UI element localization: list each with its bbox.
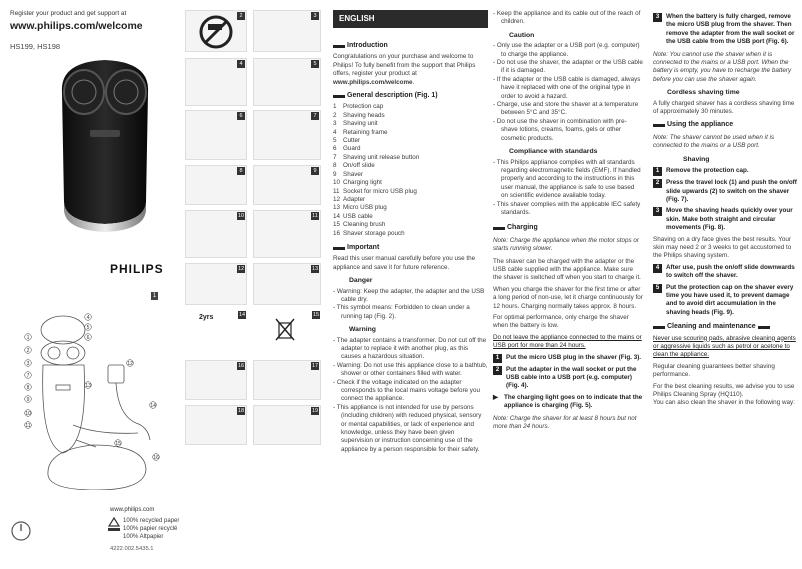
figure-number: 10 <box>237 213 245 219</box>
figure-number: 4 <box>237 60 245 68</box>
figure-number: 16 <box>237 363 245 369</box>
charging-paragraph: The shaver can be charged with the adapter or the USB cable supplied with the appliance. Make sure the shaver is switched off when you start to charge it. <box>493 257 641 282</box>
diagram-label: 1 <box>26 334 30 341</box>
figure-15 <box>253 310 321 355</box>
heading-text: General description (Fig. 1) <box>347 92 438 100</box>
part-item <box>333 112 488 120</box>
warning-list <box>333 337 488 455</box>
part-number: 14 <box>333 212 341 220</box>
figure-9 <box>253 165 321 205</box>
diagram-label: 9 <box>26 396 30 403</box>
part-number: 5 <box>333 137 337 145</box>
intro-end: . <box>412 78 415 86</box>
figure-number: 11 <box>312 213 318 219</box>
part-name: Shaver storage pouch <box>343 229 405 237</box>
document-number: 4222.002.5435.1 <box>110 546 154 552</box>
danger-heading: Danger <box>349 277 373 285</box>
step-number: 1 <box>493 354 502 363</box>
diagram-label: 13 <box>85 382 91 389</box>
part-item <box>333 137 488 145</box>
step-number: 5 <box>653 284 662 293</box>
list-item: - This appliance is not intended for use by persons (including children) with reduced physical, sensory or mental capabilities, or lack of experience and knowledge, unless they have been given supervision or instruction concerning use of the appliance by a person responsible for their safety. <box>333 403 482 453</box>
list-item-text: This symbol means: Forbidden to clean under a running tap (Fig. 2). <box>336 304 470 320</box>
part-item <box>333 120 488 128</box>
text-column-c <box>653 10 798 411</box>
diagram-label: 7 <box>26 372 30 379</box>
charging-paragraph: For optimal performance, only charge the shaver when the battery is low. <box>493 314 629 330</box>
list-item: - This shaver complies with the applicable IEC safety standards. <box>493 200 641 216</box>
diagram-label: 4 <box>86 314 90 321</box>
diagram-label: 8 <box>26 384 30 391</box>
cleaning-paragraph: You can also clean the shaver in the following way: <box>653 399 795 407</box>
part-name: Retaining frame <box>343 128 388 136</box>
figure-5 <box>253 58 321 106</box>
cordless-heading: Cordless shaving time <box>667 89 740 97</box>
list-item-text: Only use the adapter or a USB port (e.g. computer) to charge the appliance. <box>496 42 640 58</box>
shaving-steps-2 <box>653 264 798 317</box>
recycle-line: 100% Altpapier <box>123 534 164 540</box>
figure-number: 9 <box>311 167 319 175</box>
step-text: Put the micro USB plug in the shaver (Fig. 3). <box>506 353 642 361</box>
recycle-icon <box>107 517 121 532</box>
diagram-label: 5 <box>86 324 90 331</box>
diagram-label: 3 <box>26 360 30 367</box>
text-column-b <box>493 10 643 435</box>
list-item: - Keep the appliance and its cable out of the reach of children. <box>493 10 641 26</box>
list-item: - This Philips appliance complies with all standards regarding electromagnetic fields (EMF). If handled properly and according to the instructions in this user manual, the appliance is safe to use based on scientific evidence available today. <box>493 158 641 200</box>
section-heading-charging <box>493 224 643 232</box>
figure-number: 2 <box>237 12 245 20</box>
fig-1-label: 1 <box>152 293 157 299</box>
part-number: 13 <box>333 204 341 212</box>
list-item-text: This Philips appliance complies with all standards regarding electromagnetic fields (EMF). If handled properly and according to the instructions in this user manual, the appliance is safe to use based on scientific evidence available today. <box>496 158 641 200</box>
part-name: Shaving unit <box>343 120 378 128</box>
part-name: Micro USB plug <box>343 204 387 212</box>
heading-text: Important <box>347 243 380 251</box>
list-item-text: Keep the appliance and its cable out of the reach of children. <box>496 10 641 26</box>
part-name: Cleaning brush <box>343 221 386 229</box>
child-safety-list <box>493 10 643 27</box>
figure-12 <box>185 263 247 305</box>
heading-text: Cleaning and maintenance <box>667 323 756 331</box>
list-item-text: This appliance is not intended for use by persons (including children) with reduced physical, sensory or mental capabilities, or lack of experience and knowledge, unless they have been given supervision or instruction concerning use of the appliance by a person responsible for their safety. <box>336 403 482 453</box>
part-item <box>333 204 488 212</box>
step-item <box>653 167 798 176</box>
step-text: Put the adapter in the wall socket or put the USB cable into a USB port (e.g. computer) (Fig. 4). <box>506 365 637 390</box>
figure-number: 18 <box>237 408 245 414</box>
part-number: 15 <box>333 221 341 229</box>
arrow-icon: ▶ <box>493 393 498 401</box>
list-item-text: The adapter contains a transformer. Do not cut off the adapter to replace it with another plug, as this causes a hazardous situation. <box>336 336 487 361</box>
shaving-paragraph: Shaving on a dry face gives the best results. Your skin may need 2 or 3 weeks to get accustomed to the Philips shaving system. <box>653 235 792 260</box>
register-url[interactable]: www.philips.com/welcome <box>10 20 143 32</box>
important-text: Read this user manual carefully before you use the appliance and save it for future reference. <box>333 255 476 271</box>
part-name: Socket for micro USB plug <box>343 187 417 195</box>
part-number: 11 <box>333 187 340 195</box>
cleaning-paragraph: For the best cleaning results, we advise you to use Philips Cleaning Spray (HQ110). <box>653 382 795 399</box>
list-item: - Do not use the shaver in combination with pre-shave lotions, creams, foams, gels or other cosmetic products. <box>493 117 627 142</box>
figure-19 <box>253 405 321 445</box>
brand-logo: PHILIPS <box>110 262 164 276</box>
list-item-text: Check if the voltage indicated on the adapter corresponds to the local mains voltage before you connect the appliance. <box>336 378 480 403</box>
figure-10 <box>185 210 247 258</box>
no-tap-icon <box>196 14 236 50</box>
part-item <box>333 171 488 179</box>
figure-7 <box>253 110 321 160</box>
step-item <box>653 207 798 232</box>
compliance-list <box>493 159 643 218</box>
part-number: 8 <box>333 162 337 170</box>
part-name: On/off slide <box>343 162 375 170</box>
figure-3 <box>253 10 321 52</box>
heading-text: Charging <box>507 224 538 232</box>
part-number: 7 <box>333 153 337 161</box>
charging-steps <box>493 354 643 391</box>
register-line: Register your product and get support at <box>10 10 127 17</box>
diagram-label: 6 <box>86 334 90 341</box>
step-text: Move the shaving heads quickly over your skin. Make both straight and circular movements (Fig. 8). <box>666 207 793 232</box>
shaver-photo <box>50 52 160 242</box>
list-item: - This symbol means: Forbidden to clean under a running tap (Fig. 2). <box>333 304 470 320</box>
figure-number: 17 <box>311 363 319 369</box>
using-note: Note: The shaver cannot be used when it is connected to the mains or a USB port. <box>653 133 775 150</box>
figure-17 <box>253 360 321 400</box>
charging-note: Note: Charge the appliance when the motor stops or starts running slower. <box>493 236 639 253</box>
part-name: Adapter <box>343 195 366 203</box>
step-text: The charging light goes on to indicate that the appliance is charging (Fig. 5). <box>504 393 643 410</box>
part-number: 10 <box>333 179 341 187</box>
figure-11 <box>253 210 321 258</box>
part-name: Protection cap <box>343 103 384 111</box>
recycle-line: 100% papier recyclé <box>123 526 178 532</box>
figure-number: 7 <box>311 112 319 120</box>
step-number: 1 <box>653 167 662 176</box>
figure-column <box>185 10 325 560</box>
figure-number: 3 <box>311 12 319 20</box>
power-symbol-icon <box>10 520 32 542</box>
part-item <box>333 188 488 196</box>
figure-number: 6 <box>237 112 245 120</box>
part-name: Guard <box>343 145 361 153</box>
two-years-label: 2yrs <box>199 314 214 321</box>
step-item <box>653 264 798 281</box>
compliance-heading: Compliance with standards <box>509 148 598 156</box>
part-name: Shaver <box>343 170 363 178</box>
figure-number: 12 <box>237 266 245 272</box>
charging-step-3 <box>653 13 798 47</box>
step-item <box>493 354 643 363</box>
step-item <box>493 366 643 391</box>
list-item: - Do not use the shaver, the adapter or the USB cable if it is damaged. <box>493 59 643 75</box>
part-name: USB cable <box>343 212 373 220</box>
section-heading-cleaning <box>653 323 798 331</box>
step-item <box>653 284 798 318</box>
section-heading-general <box>333 92 488 100</box>
diagram-label: 12 <box>127 360 133 367</box>
list-item-text: Warning: Do not use this appliance close to a bathtub, shower or other containers filled with water. <box>336 361 488 378</box>
list-item: - The adapter contains a transformer. Do not cut off the adapter to replace it with another plug, as this causes a hazardous situation. <box>333 336 487 361</box>
diagram-label: 16 <box>153 454 159 461</box>
section-heading-using <box>653 121 798 129</box>
list-item-text: Do not use the shaver, the adapter or the USB cable if it is damaged. <box>496 59 643 75</box>
list-item-text: If the adapter or the USB cable is damaged, always have it replaced with one of the original type in order to avoid a hazard. <box>496 75 641 100</box>
diagram-label: 15 <box>115 440 121 447</box>
step-number: 4 <box>653 264 662 273</box>
part-name: Shaving unit release button <box>343 153 420 161</box>
list-item-text: This shaver complies with the applicable IEC safety standards. <box>496 200 641 216</box>
charging-light-step <box>493 394 643 411</box>
part-name: Cutter <box>343 137 361 145</box>
list-item: - Warning: Keep the adapter, the adapter and the USB cable dry. <box>333 287 485 303</box>
figure-8 <box>185 165 247 205</box>
weee-bin-icon <box>275 318 295 342</box>
footer-url[interactable]: www.philips.com <box>110 507 155 513</box>
intro-paragraph <box>333 53 488 87</box>
part-number: 3 <box>333 120 337 128</box>
list-item-text: Do not use the shaver in combination with pre-shave lotions, creams, foams, gels or other cosmetic products. <box>496 117 627 142</box>
part-number: 1 <box>333 103 337 111</box>
figure-number: 5 <box>311 60 319 68</box>
figure-18 <box>185 405 247 445</box>
parts-list <box>333 103 488 238</box>
list-item-text: Charge, use and store the shaver at a temperature between 5°C and 35°C. <box>496 101 639 117</box>
part-name: Shaving heads <box>343 111 385 119</box>
model-numbers: HS199, HS198 <box>10 42 61 51</box>
cleaning-paragraph: Regular cleaning guarantees better shaving performance. <box>653 362 775 379</box>
part-item <box>333 154 488 162</box>
charging-bottom-note: Note: Charge the shaver for at least 8 hours but not more than 24 hours. <box>493 414 637 431</box>
charging-paragraph: When you charge the shaver for the first time or after a long period of non-use, let it charge continuously for 12 hours. Charging normally takes approx. 8 hours. <box>493 285 643 310</box>
figure-number: 8 <box>237 167 245 175</box>
shaving-steps <box>653 167 798 232</box>
part-item <box>333 129 488 137</box>
recycle-line: 100% recycled paper <box>123 518 180 524</box>
part-item <box>333 103 488 111</box>
step-text: Put the protection cap on the shaver every time you have used it, to prevent damage and to avoid dirt accumulation in the shaving heads (Fig. 9). <box>666 283 794 316</box>
part-number: 4 <box>333 128 337 136</box>
step-text: Remove the protection cap. <box>666 167 749 175</box>
part-item <box>333 196 488 204</box>
list-item: - Charge, use and store the shaver at a temperature between 5°C and 35°C. <box>493 101 639 117</box>
list-item-text: Warning: Keep the adapter, the adapter and the USB cable dry. <box>336 287 485 303</box>
list-item: - If the adapter or the USB cable is damaged, always have it replaced with one of the original type in order to avoid a hazard. <box>493 75 641 100</box>
figure-6 <box>185 110 247 160</box>
cleaning-warning: Never use scouring pads, abrasive cleaning agents or aggressive liquids such as petrol or acetone to clean the appliance. <box>653 334 796 359</box>
caution-heading: Caution <box>509 31 535 39</box>
step-text: When the battery is fully charged, remove the micro USB plug from the shaver. Then remove the adapter from the wall socket or the USB cable from the USB port (Fig. 6). <box>666 13 795 46</box>
part-name: Charging light <box>343 179 382 187</box>
step-item <box>653 179 798 204</box>
heading-text: Introduction <box>347 42 388 49</box>
step-number: 2 <box>493 366 502 375</box>
figure-number: 19 <box>311 408 319 414</box>
step-text: After use, push the on/off slide downwards to switch off the shaver. <box>666 263 795 280</box>
part-item <box>333 162 488 170</box>
figure-2 <box>185 10 247 52</box>
warning-heading: Warning <box>349 326 376 334</box>
heading-text: Using the appliance <box>667 121 734 129</box>
shaving-heading: Shaving <box>683 155 710 163</box>
figure-number: 14 <box>238 312 246 318</box>
list-item: - Only use the adapter or a USB port (e.g. computer) to charge the appliance. <box>493 42 640 58</box>
part-item <box>333 221 488 229</box>
intro-url[interactable]: www.philips.com/welcome <box>333 78 413 86</box>
figure-14 <box>185 310 247 355</box>
danger-list <box>333 288 488 322</box>
step-text: Press the travel lock (1) and push the on/off slide upwards (2) to switch on the shaver (Fig. 7). <box>666 179 797 203</box>
parts-diagram <box>18 305 168 490</box>
part-number: 16 <box>333 229 341 237</box>
diagram-label: 14 <box>150 402 156 409</box>
step-number: 2 <box>653 179 662 188</box>
recycle-text <box>123 517 179 541</box>
diagram-label: 2 <box>26 347 30 354</box>
figure-number: 15 <box>312 312 320 318</box>
part-number: 12 <box>333 195 341 203</box>
list-item: - Warning: Do not use this appliance close to a bathtub, shower or other containers filled with water. <box>333 361 488 378</box>
usage-note: Note: You cannot use the shaver when it is connected to the mains or a USB port. When the battery is empty, you have to recharge the battery before you can use the shaver again. <box>653 50 792 83</box>
cover-column <box>0 0 185 569</box>
intro-text: Congratulations on your purchase and welcome to Philips! To fully benefit from the support that Philips offers, register your product at <box>333 53 476 78</box>
list-item: - Check if the voltage indicated on the adapter corresponds to the local mains voltage before you connect the appliance. <box>333 378 480 403</box>
part-number: 9 <box>333 170 337 178</box>
caution-list <box>493 42 643 143</box>
figure-13 <box>253 263 321 305</box>
part-item <box>333 179 488 187</box>
figure-4 <box>185 58 247 106</box>
figure-number: 13 <box>311 266 319 272</box>
part-number: 2 <box>333 111 337 119</box>
diagram-label: 10 <box>25 410 31 417</box>
language-header: ENGLISH <box>333 10 488 28</box>
figure-16 <box>185 360 247 400</box>
part-item <box>333 230 488 238</box>
section-heading-introduction <box>333 42 488 50</box>
text-column-a <box>333 10 488 454</box>
part-item <box>333 213 488 221</box>
step-number: 3 <box>653 13 662 22</box>
cordless-text: A fully charged shaver has a cordless shaving time of approximately 30 minutes. <box>653 99 795 116</box>
part-number: 6 <box>333 145 337 153</box>
charging-warning: Do not leave the appliance connected to the mains or USB port for more than 24 hours. <box>493 333 642 350</box>
diagram-label: 11 <box>25 422 31 429</box>
step-number: 3 <box>653 207 662 216</box>
part-item <box>333 145 488 153</box>
section-heading-important <box>333 244 488 252</box>
